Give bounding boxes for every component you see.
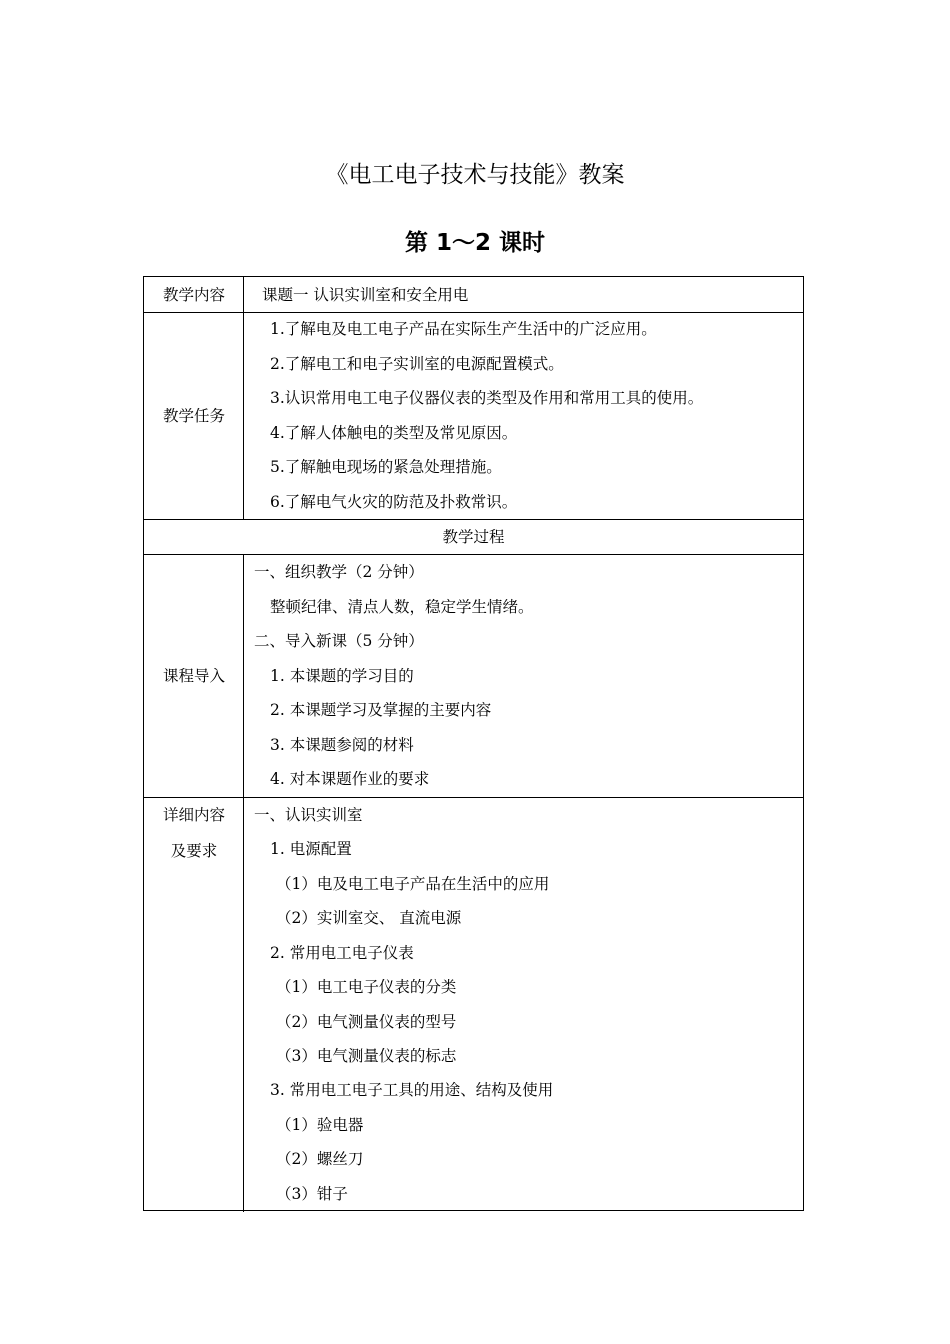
document-subtitle: 第 1～2 课时 bbox=[404, 230, 546, 256]
detail-line: 1. 电源配置 bbox=[270, 840, 352, 858]
intro-line: 1. 本课题的学习目的 bbox=[270, 667, 414, 685]
detail-line: （1）验电器 bbox=[276, 1116, 364, 1134]
task-item: 4.了解人体触电的类型及常见原因。 bbox=[270, 424, 518, 442]
intro-line: 二、导入新课（5 分钟） bbox=[254, 632, 424, 650]
row-label-teaching-content: 教学内容 bbox=[162, 286, 225, 304]
section-header-teaching-process: 教学过程 bbox=[442, 528, 505, 546]
row-label-teaching-tasks: 教学任务 bbox=[162, 407, 225, 425]
detail-line: （1）电工电子仪表的分类 bbox=[276, 978, 457, 996]
intro-line: 整顿纪律、清点人数，稳定学生情绪。 bbox=[270, 598, 534, 616]
intro-line: 一、组织教学（2 分钟） bbox=[254, 563, 424, 581]
row-divider bbox=[144, 554, 803, 555]
intro-line: 2. 本课题学习及掌握的主要内容 bbox=[270, 701, 492, 719]
row-divider bbox=[144, 797, 803, 798]
row-label-details-line2: 及要求 bbox=[170, 842, 218, 860]
detail-line: （3）电气测量仪表的标志 bbox=[276, 1047, 457, 1065]
column-divider-bottom bbox=[243, 555, 244, 1212]
detail-line: 一、认识实训室 bbox=[254, 806, 363, 824]
row-label-course-intro: 课程导入 bbox=[162, 667, 225, 685]
document-title: 《电工电子技术与技能》教案 bbox=[325, 162, 625, 188]
row-divider bbox=[144, 519, 803, 520]
detail-line: 2. 常用电工电子仪表 bbox=[270, 944, 414, 962]
detail-line: （3）钳子 bbox=[276, 1185, 348, 1203]
task-item: 3.认识常用电工电子仪器仪表的类型及作用和常用工具的使用。 bbox=[270, 389, 704, 407]
task-item: 5.了解触电现场的紧急处理措施。 bbox=[270, 458, 502, 476]
task-item: 2.了解电工和电子实训室的电源配置模式。 bbox=[270, 355, 564, 373]
row-label-details-line1: 详细内容 bbox=[162, 806, 225, 824]
task-item: 1.了解电及电工电子产品在实际生产生活中的广泛应用。 bbox=[270, 320, 657, 338]
task-item: 6.了解电气火灾的防范及扑救常识。 bbox=[270, 493, 518, 511]
lesson-topic: 课题一 认识实训室和安全用电 bbox=[262, 286, 469, 304]
detail-line: （2）电气测量仪表的型号 bbox=[276, 1013, 457, 1031]
column-divider-top bbox=[243, 277, 244, 520]
detail-line: 3. 常用电工电子工具的用途、结构及使用 bbox=[270, 1081, 554, 1099]
detail-line: （2）螺丝刀 bbox=[276, 1150, 364, 1168]
intro-line: 4. 对本课题作业的要求 bbox=[270, 770, 430, 788]
row-divider bbox=[144, 312, 803, 313]
intro-line: 3. 本课题参阅的材料 bbox=[270, 736, 414, 754]
detail-line: （2）实训室交、 直流电源 bbox=[276, 909, 462, 927]
lesson-plan-table bbox=[143, 276, 804, 1211]
detail-line: （1）电及电工电子产品在生活中的应用 bbox=[276, 875, 550, 893]
